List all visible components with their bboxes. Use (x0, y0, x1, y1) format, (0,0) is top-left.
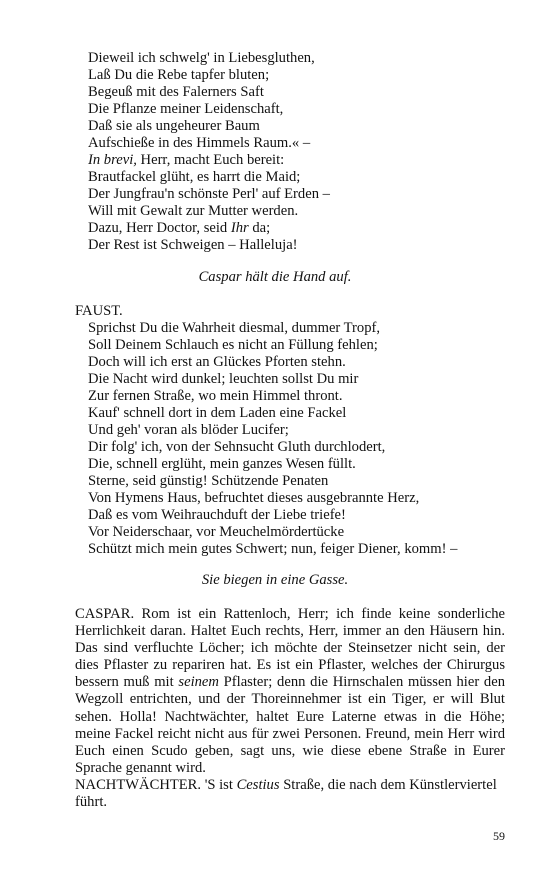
verse-line: Sprichst Du die Wahrheit diesmal, dummer Tropf, (88, 320, 381, 336)
verse-line (88, 220, 330, 237)
verse-italic: Ihr (230, 220, 249, 236)
prose-block (75, 606, 505, 811)
caspar-text-italic: seinem (178, 674, 219, 691)
verse-line: Schützt mich mein gutes Schwert; nun, feiger Diener, komm! – (88, 541, 458, 557)
verse-line: Vor Neiderschaar, vor Meuchelmördertücke (88, 524, 345, 540)
stage-direction-1: Caspar hält die Hand auf. (198, 269, 352, 285)
verse-line: Die, schnell erglüht, mein ganzes Wesen füllt. (88, 456, 356, 472)
verse-line: Zur fernen Straße, wo mein Himmel thront. (88, 388, 343, 404)
verse-text: da; (248, 220, 271, 236)
verse-line: Daß es vom Weihrauchduft der Liebe triefe! (88, 507, 346, 523)
verse-line: Der Rest ist Schweigen – Halleluja! (88, 237, 298, 253)
speaker-faust: FAUST. (75, 303, 123, 319)
verse-line: Und geh' voran als blöder Lucifer; (88, 422, 289, 438)
verse-line: Die Nacht wird dunkel; leuchten sollst Du mir (88, 371, 359, 387)
nachtwaechter-speech (75, 777, 505, 811)
verse-block-top (88, 50, 330, 254)
verse-line (88, 152, 330, 169)
caspar-text-a: Rom ist ein Rattenloch, Herr; ich finde keine sonderliche Herrlichkeit daran. Haltet Euch rechts, Herr, immer an den Häusern hin. Das sind verfluchte Löcher; ich möchte der Steinsetzer nicht sein, der dies Pflaster zu repariren hat. Es ist ein Pflaster, welches der Chirurgus bessern muß mit (75, 606, 505, 691)
caspar-text-b: Pflaster; denn die Hirnschalen müssen hier den Wegzoll entrichten, und der Thoreinnehmer ist ein Tiger, er will Blut sehen. Holla! Nachtwächter, haltet Eure Laterne etwas in die Höhe; meine Fackel reicht nicht aus für zwei Personen. Freund, mein Herr wird Euch einen Scudo geben, sagt uns, wie diese ebene Straße in Eurer Sprache genannt wird. (75, 674, 506, 776)
verse-line: Soll Deinem Schlauch es nicht an Füllung fehlen; (88, 337, 378, 353)
speaker-caspar: CASPAR. (75, 606, 135, 622)
verse-line: Dieweil ich schwelg' in Liebesgluthen, (88, 50, 315, 66)
nachtwaechter-text-b: Straße, die nach dem Künstlerviertel führt. (75, 776, 497, 811)
stage-direction-2: Sie biegen in eine Gasse. (201, 572, 349, 588)
verse-line: Kauf' schnell dort in dem Laden eine Fackel (88, 405, 347, 421)
verse-line: Die Pflanze meiner Leidenschaft, (88, 101, 284, 117)
verse-italic: In brevi, (88, 152, 137, 168)
verse-line: Begeuß mit des Falerners Saft (88, 84, 264, 100)
verse-line: Dir folg' ich, von der Sehnsucht Gluth durchlodert, (88, 439, 386, 455)
speaker-nachtwaechter: NACHTWÄCHTER. (75, 776, 202, 793)
verse-line: Will mit Gewalt zur Mutter werden. (88, 203, 299, 219)
verse-text: Dazu, Herr Doctor, seid (88, 220, 231, 236)
verse-line: Daß sie als ungeheurer Baum (88, 118, 260, 134)
verse-line: Der Jungfrau'n schönste Perl' auf Erden – (88, 186, 330, 202)
nachtwaechter-text-italic: Cestius (236, 776, 280, 793)
verse-line: Laß Du die Rebe tapfer bluten; (88, 67, 270, 83)
verse-text: Herr, macht Euch bereit: (136, 152, 285, 168)
verse-block-faust (88, 320, 457, 558)
caspar-speech (75, 606, 505, 777)
verse-line: Brautfackel glüht, es harrt die Maid; (88, 169, 301, 185)
verse-line: Sterne, seid günstig! Schützende Penaten (88, 473, 329, 489)
nachtwaechter-text-a: 'S ist (201, 776, 237, 793)
verse-line: Doch will ich erst an Glückes Pforten stehn. (88, 354, 346, 370)
verse-line: Aufschieße in des Himmels Raum.« – (88, 135, 311, 151)
verse-line: Von Hymens Haus, befruchtet dieses ausgebrannte Herz, (88, 490, 420, 506)
page-number: 59 (493, 829, 505, 843)
